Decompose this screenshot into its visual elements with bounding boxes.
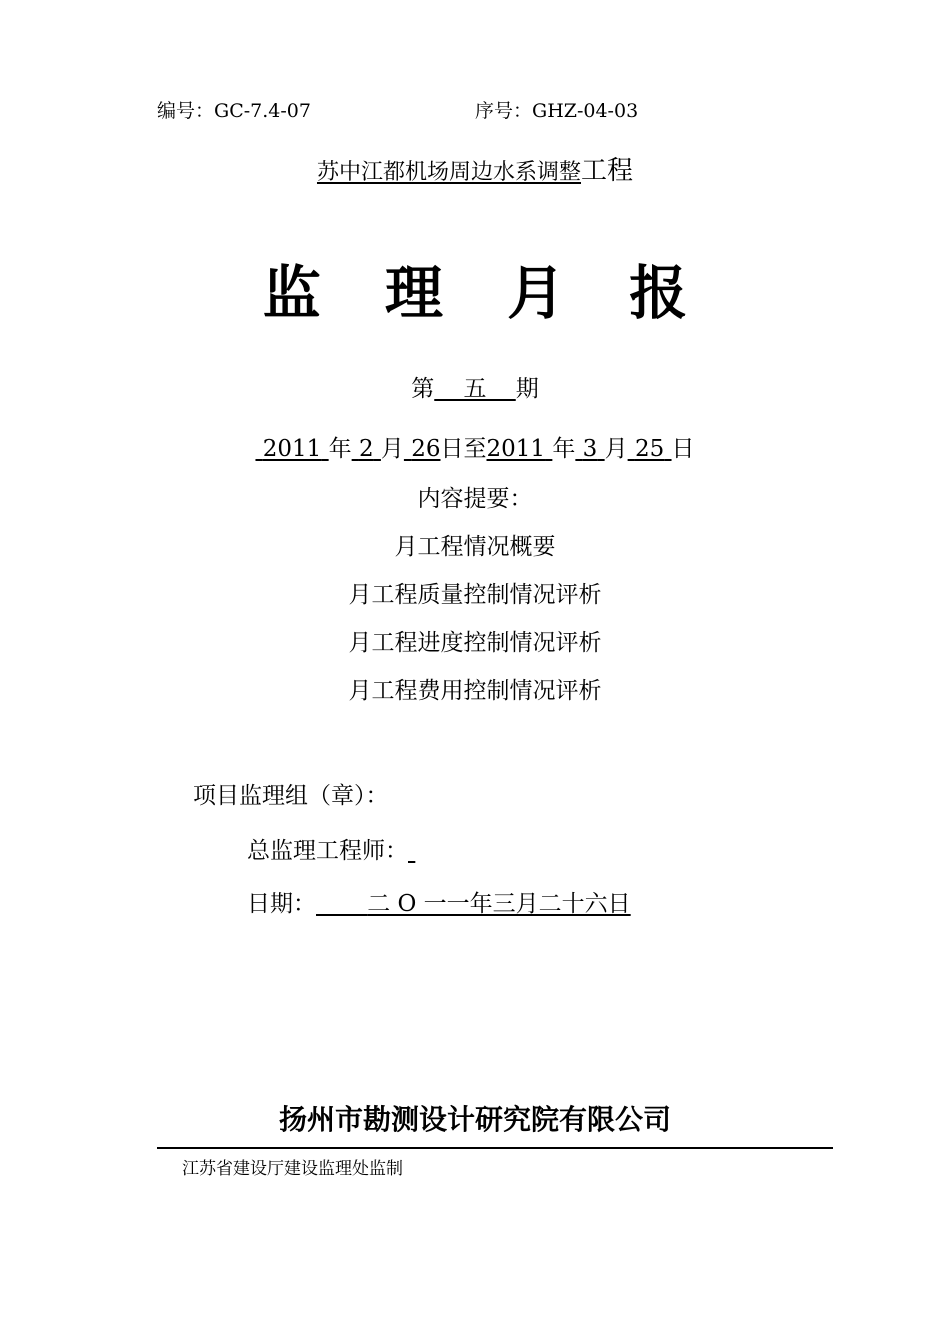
end-year: 2011 [486,436,546,462]
summary-item: 月工程费用控制情况评析 [348,678,602,704]
start-year-field [255,436,328,462]
chief-engineer-label: 总监理工程师： [247,838,408,864]
start-day-field [404,436,441,462]
summary-item: 月工程进度控制情况评析 [348,630,602,656]
start-month: 2 [358,436,374,462]
month-unit: 月 [380,436,404,462]
code-label: 编号： [157,100,215,122]
day-to: 日至 [440,436,487,462]
issue-line [0,370,950,403]
company-name: 扬州市勘测设计研究院有限公司 [278,1103,671,1136]
sign-date-line [247,885,631,918]
project-suffix: 工程 [581,156,634,186]
chief-engineer-field [408,838,415,864]
serial-number [475,96,638,123]
issue-number-field [434,376,516,402]
end-day-field [628,436,672,462]
summary-item: 月工程情况概要 [394,534,556,560]
report-title: 监 理 月 报 [262,259,710,327]
month-unit: 月 [604,436,628,462]
year-unit: 年 [328,436,352,462]
year-unit: 年 [552,436,576,462]
end-day: 25 [634,436,665,462]
project-group-seal-label: 项目监理组（章）： [193,783,389,809]
footer-divider [157,1147,833,1149]
day-unit: 日 [671,436,695,462]
issue-suffix: 期 [515,376,539,402]
start-month-field [352,436,381,462]
serial-label: 序号： [475,100,533,122]
summary-label: 内容提要： [417,486,533,512]
issue-prefix: 第 [411,376,435,402]
sign-date-label: 日期： [247,891,316,917]
document-code [157,96,311,123]
sign-date-field [316,891,631,917]
project-title [0,150,950,187]
end-year-field [487,436,553,462]
code-value: GC-7.4-07 [214,100,311,122]
summary-item: 月工程质量控制情况评析 [348,582,602,608]
period-line [0,430,950,463]
serial-value: GHZ-04-03 [532,100,639,122]
end-month-field [575,436,604,462]
start-year: 2011 [262,436,322,462]
project-name: 苏中江都机场周边水系调整 [316,160,581,185]
sign-date-value: 二 O 一一年三月二十六日 [367,891,631,917]
end-month: 3 [582,436,598,462]
start-day: 26 [411,436,441,462]
supervisor-note: 江苏省建设厅建设监理处监制 [182,1159,403,1179]
chief-engineer-line [247,832,415,865]
issue-number: 五 [463,376,487,402]
